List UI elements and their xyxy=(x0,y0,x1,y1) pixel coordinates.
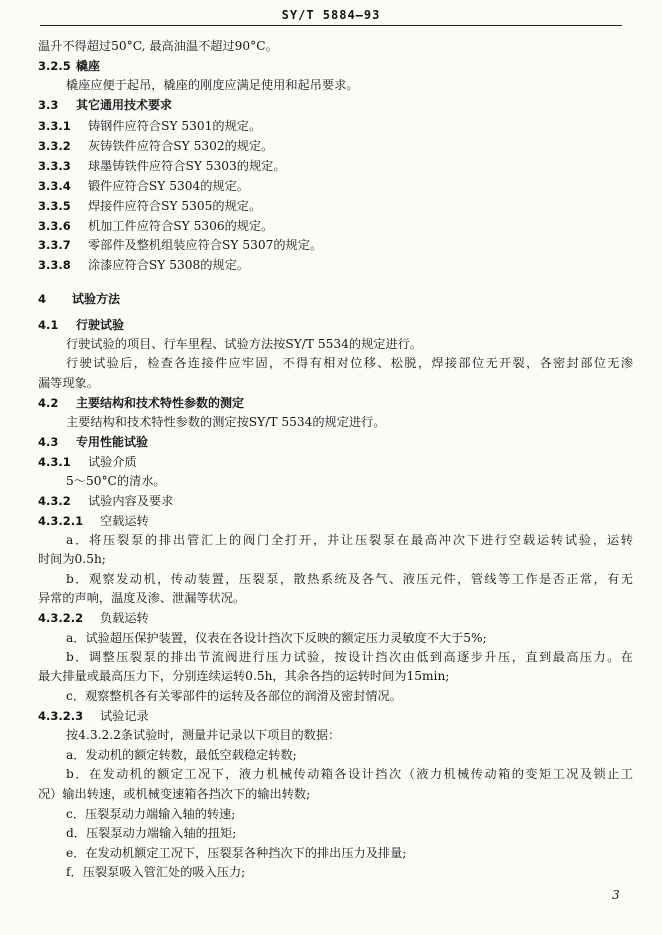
section-title: 行驶试验 xyxy=(76,318,125,332)
section-3-3 xyxy=(38,97,172,113)
section-4-3 xyxy=(38,434,148,450)
section-title: 负载运转 xyxy=(100,611,149,625)
text-line: a．试验超压保护装置，仪表在各设计挡次下反映的额定压力灵敏度不大于5%; xyxy=(66,631,487,645)
text-line: 按4.3.2.2条试验时，测量并记录以下项目的数据： xyxy=(66,728,341,742)
clause-number: 3.3.3 xyxy=(38,159,71,173)
justified-text: b．调整压裂泵的排出节流阀进行压力试验，按设计挡次由低到高逐步升压，直到最高压力。在 xyxy=(66,650,633,664)
clause-number: 3.3.5 xyxy=(38,199,71,213)
section-title: 专用性能试验 xyxy=(76,435,149,449)
justified-text: a．将压裂泵的排出管汇上的阀门全打开，并让压裂泵在最高冲次下进行空载运转试验，运转 xyxy=(66,533,633,547)
text-line: f．压裂泵吸入管汇处的吸入压力; xyxy=(66,865,246,879)
section-title: 试验内容及要求 xyxy=(88,494,174,508)
clause-text: 灰铸铁件应符合SY 5302的规定。 xyxy=(88,139,274,153)
text-line: c．观察整机各有关零部件的运转及各部位的润滑及密封情况。 xyxy=(66,689,402,703)
section-title: 试验方法 xyxy=(72,292,121,306)
section-4-3-2-2 xyxy=(38,610,149,626)
clause-text: 锻件应符合SY 5304的规定。 xyxy=(88,179,249,193)
text-line: 5～50°C的清水。 xyxy=(66,474,166,488)
text-line: a．发动机的额定转数，最低空载稳定转数; xyxy=(66,748,297,762)
clause-text: 球墨铸铁件应符合SY 5303的规定。 xyxy=(88,159,286,173)
text-line: 温升不得超过50°C, 最高油温不超过90°C。 xyxy=(38,39,278,53)
clause-text: 铸钢件应符合SY 5301的规定。 xyxy=(88,119,262,133)
section-title: 主要结构和技术特性参数的测定 xyxy=(76,396,245,410)
clause-number: 3.3.2 xyxy=(38,139,71,153)
section-number: 4.1 xyxy=(38,318,59,332)
clause-3-3-4 xyxy=(38,178,249,194)
clause-3-3-8 xyxy=(38,257,249,273)
section-number: 3.2.5 xyxy=(38,59,71,73)
text-line: 主要结构和技术特性参数的测定按SY/T 5534的规定进行。 xyxy=(66,415,386,429)
section-number: 4.3.2.2 xyxy=(38,611,84,625)
section-number: 4.2 xyxy=(38,396,59,410)
section-number: 3.3 xyxy=(38,98,59,112)
clause-3-3-3 xyxy=(38,158,286,174)
text-line: e．在发动机额定工况下，压裂泵各种挡次下的排出压力及排量; xyxy=(66,846,407,860)
text-line: 漏等现象。 xyxy=(38,376,99,390)
text-line xyxy=(66,355,633,371)
section-title: 其它通用技术要求 xyxy=(76,98,173,112)
clause-number: 3.3.4 xyxy=(38,179,71,193)
clause-number: 3.3.6 xyxy=(38,219,71,233)
section-3-2-5 xyxy=(38,58,100,74)
text-line: 行驶试验的项目、行车里程、试验方法按SY/T 5534的规定进行。 xyxy=(66,337,423,351)
clause-3-3-2 xyxy=(38,138,273,154)
section-title: 空载运转 xyxy=(100,514,149,528)
clause-text: 零部件及整机组装应符合SY 5307的规定。 xyxy=(88,238,323,252)
text-line: 橇座应便于起吊，橇座的刚度应满足使用和起吊要求。 xyxy=(66,78,359,92)
page-number: 3 xyxy=(612,888,620,902)
section-number: 4.3.2 xyxy=(38,494,71,508)
header-divider xyxy=(40,25,622,26)
clause-3-3-6 xyxy=(38,218,273,234)
text-line xyxy=(66,532,633,548)
clause-3-3-7 xyxy=(38,237,322,253)
text-line: 最大排量或最高压力下，分别连续运转0.5h，其余各挡的运转时间为15min; xyxy=(38,669,450,683)
clause-3-3-5 xyxy=(38,198,261,214)
section-number: 4.3.1 xyxy=(38,455,71,469)
justified-text: b．在发动机的额定工况下，液力机械传动箱各设计挡次（液力机械传动箱的变矩工况及锁止工 xyxy=(66,767,633,781)
section-number: 4.3 xyxy=(38,435,59,449)
section-title: 橇座 xyxy=(76,59,101,73)
clause-number: 3.3.8 xyxy=(38,258,71,272)
page-header: SY/T 5884—93 xyxy=(281,8,381,22)
section-4-1 xyxy=(38,317,124,333)
section-title: 试验记录 xyxy=(100,709,149,723)
text-line xyxy=(66,766,633,782)
text-line xyxy=(66,571,633,587)
clause-text: 机加工件应符合SY 5306的规定。 xyxy=(88,219,274,233)
text-line: 况）输出转速，或机械变速箱各挡次下的输出转数; xyxy=(38,787,311,801)
clause-number: 3.3.1 xyxy=(38,119,71,133)
text-line xyxy=(66,649,633,665)
section-4 xyxy=(38,291,120,307)
section-4-3-2-3 xyxy=(38,708,149,724)
text-line: c．压裂泵动力端输入轴的转速; xyxy=(66,807,236,821)
clause-text: 涂漆应符合SY 5308的规定。 xyxy=(88,258,249,272)
section-4-3-2-1 xyxy=(38,513,149,529)
justified-text: b．观察发动机，传动装置，压裂泵，散热系统及各气、液压元件，管线等工作是否正常，有无 xyxy=(66,572,633,586)
clause-text: 焊接件应符合SY 5305的规定。 xyxy=(88,199,262,213)
justified-text: 行驶试验后，检查各连接件应牢固，不得有相对位移、松脱，焊接部位无开裂，各密封部位无渗 xyxy=(66,356,633,370)
text-line: 异常的声响，温度及渗、泄漏等状况。 xyxy=(38,591,246,605)
section-4-2 xyxy=(38,395,244,411)
section-4-3-2 xyxy=(38,493,173,509)
clause-number: 3.3.7 xyxy=(38,238,71,252)
section-4-3-1 xyxy=(38,454,137,470)
section-number: 4.3.2.3 xyxy=(38,709,84,723)
section-number: 4 xyxy=(38,292,47,306)
text-line: d．压裂泵动力端输入轴的扭矩; xyxy=(66,826,237,840)
section-number: 4.3.2.1 xyxy=(38,514,84,528)
clause-3-3-1 xyxy=(38,118,261,134)
section-title: 试验介质 xyxy=(88,455,137,469)
text-line: 时间为0.5h; xyxy=(38,552,106,566)
